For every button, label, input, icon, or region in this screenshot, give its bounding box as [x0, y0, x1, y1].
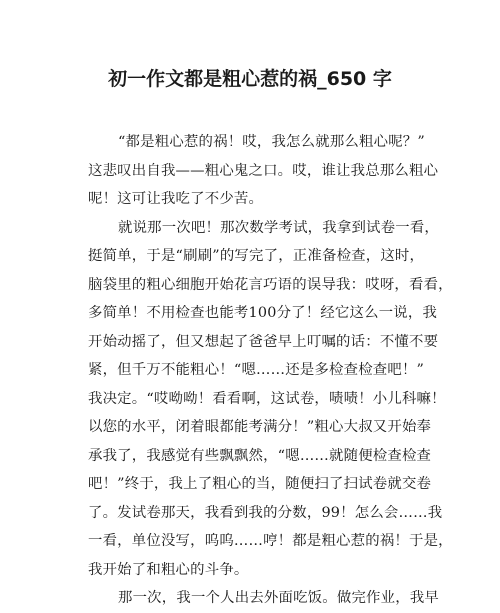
body-text-line: 吧！”终于，我上了粗心的当，随便扫了扫试卷就交卷: [88, 476, 432, 492]
body-text-line: “都是粗心惹的祸！哎，我怎么就那么粗心呢？”: [118, 134, 425, 150]
body-text-line: 呢！这可让我吃了不少苦。: [88, 191, 264, 207]
body-text-line: 脑袋里的粗心细胞开始花言巧语的误导我：哎呀，看看，: [88, 276, 453, 293]
document-title: 初一作文都是粗心惹的祸_650 字: [108, 68, 392, 90]
body-text-line: 就说那一次吧！那次数学考试，我拿到试卷一看，: [118, 219, 439, 236]
body-text-line: 了。发试卷那天，我看到我的分数，99！怎么会……我: [88, 504, 443, 521]
document-body: [88, 128, 453, 613]
body-text-line: 开始动摇了，但又想起了爸爸早上叮嘱的话：不懂不要: [88, 333, 439, 350]
body-text-line: 挺简单，于是“刷刷”的写完了，正准备检查，这时，: [88, 248, 425, 264]
body-text-line: 这悲叹出自我——粗心鬼之口。哎，谁让我总那么粗心: [88, 162, 439, 179]
body-text-line: 我决定。“哎呦呦！看看啊，这试卷，啧啧！小儿科嘛！: [88, 390, 446, 407]
body-text-line: 承我了，我感觉有些飘飘然，“嗯……就随便检查检查: [88, 447, 432, 464]
body-text-line: 以您的水平，闭着眼都能考满分！”粗心大叔又开始奉: [88, 419, 432, 435]
body-text-line: 一看，单位没写，呜呜……哼！都是粗心惹的祸！于是，: [88, 533, 453, 549]
body-text-line: 我开始了和粗心的斗争。: [88, 561, 249, 578]
body-text-line: 那一次，我一个人出去外面吃饭。做完作业，我早: [118, 590, 439, 606]
body-text-line: 多简单！不用检查也能考100分了！经它这么一说，我: [88, 305, 438, 321]
body-text-line: 紧，但千万不能粗心！“嗯……还是多检查检查吧！”: [88, 362, 425, 378]
